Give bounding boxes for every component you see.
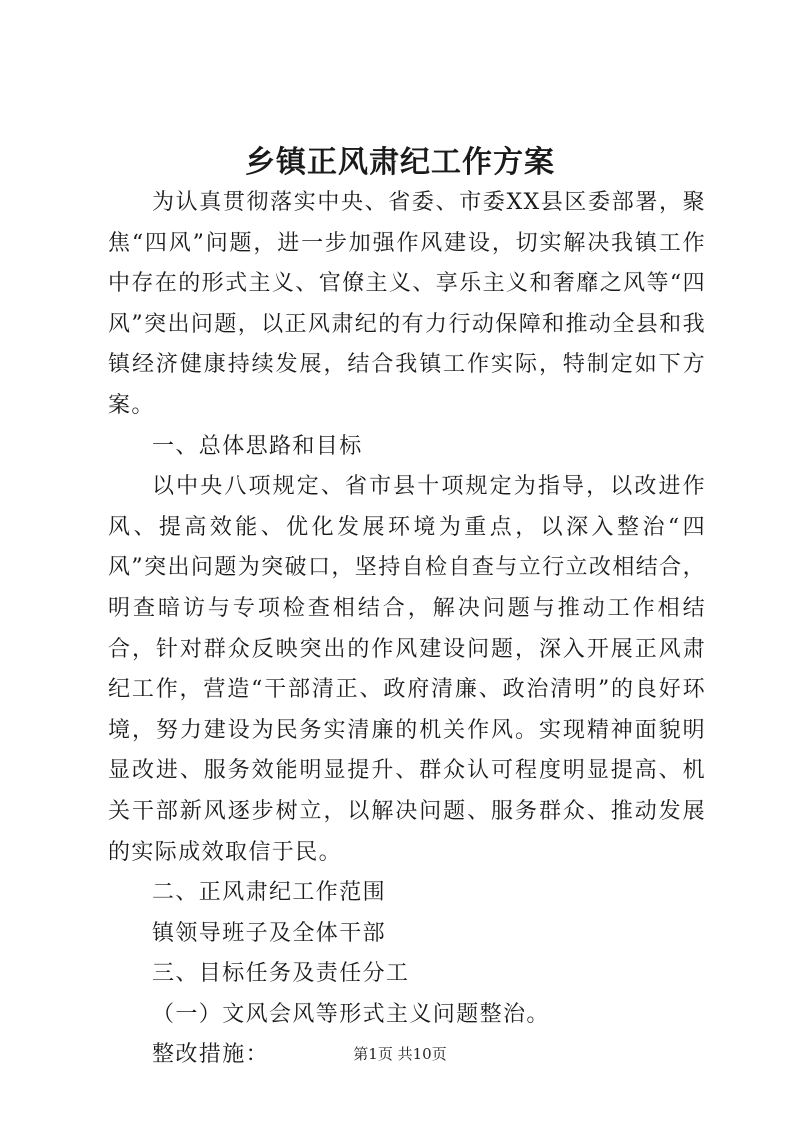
section-heading-scope: 二、正风肃纪工作范围 <box>152 880 387 906</box>
measures-label: 整改措施： <box>152 1042 270 1068</box>
scope-paragraph: 镇领导班子及全体干部 <box>152 920 387 946</box>
intro-paragraph: 为认真贯彻落实中央、省委、市委XX县区委部署，聚焦“四风”问题，进一步加强作风建设，切实解决我镇工作中存在的形式主义、官僚主义、享乐主义和奢靡之风等“四风”突出问题，以正风肃纪的有力行动保障和推动全县和我镇经济健康持续发展，结合我镇工作实际，特制定如下方案。 <box>108 190 706 418</box>
page-number-footer: 第1页 共10页 <box>353 1045 447 1063</box>
section-heading-overall-approach: 一、总体思路和目标 <box>152 433 363 459</box>
subsection-heading-formalism: （一）文风会风等形式主义问题整治。 <box>152 1001 550 1027</box>
document-body <box>108 183 706 1076</box>
section-heading-tasks: 三、目标任务及责任分工 <box>152 961 410 987</box>
document-title: 乡镇正风肃纪工作方案 <box>245 145 555 180</box>
overall-approach-paragraph: 以中央八项规定、省市县十项规定为指导，以改进作风、提高效能、优化发展环境为重点，以深入整治“四风”突出问题为突破口，坚持自检自查与立行立改相结合，明查暗访与专项检查相结合，解决问题与推动工作相结合，针对群众反映突出的作风建设问题，深入开展正风肃纪工作，营造“干部清正、政府清廉、政治清明”的良好环境，努力建设为民务实清廉的机关作风。实现精神面貌明显改进、服务效能明显提升、群众认可程度明显提高、机关干部新风逐步树立，以解决问题、服务群众、推动发展的实际成效取信于民。 <box>108 474 706 865</box>
